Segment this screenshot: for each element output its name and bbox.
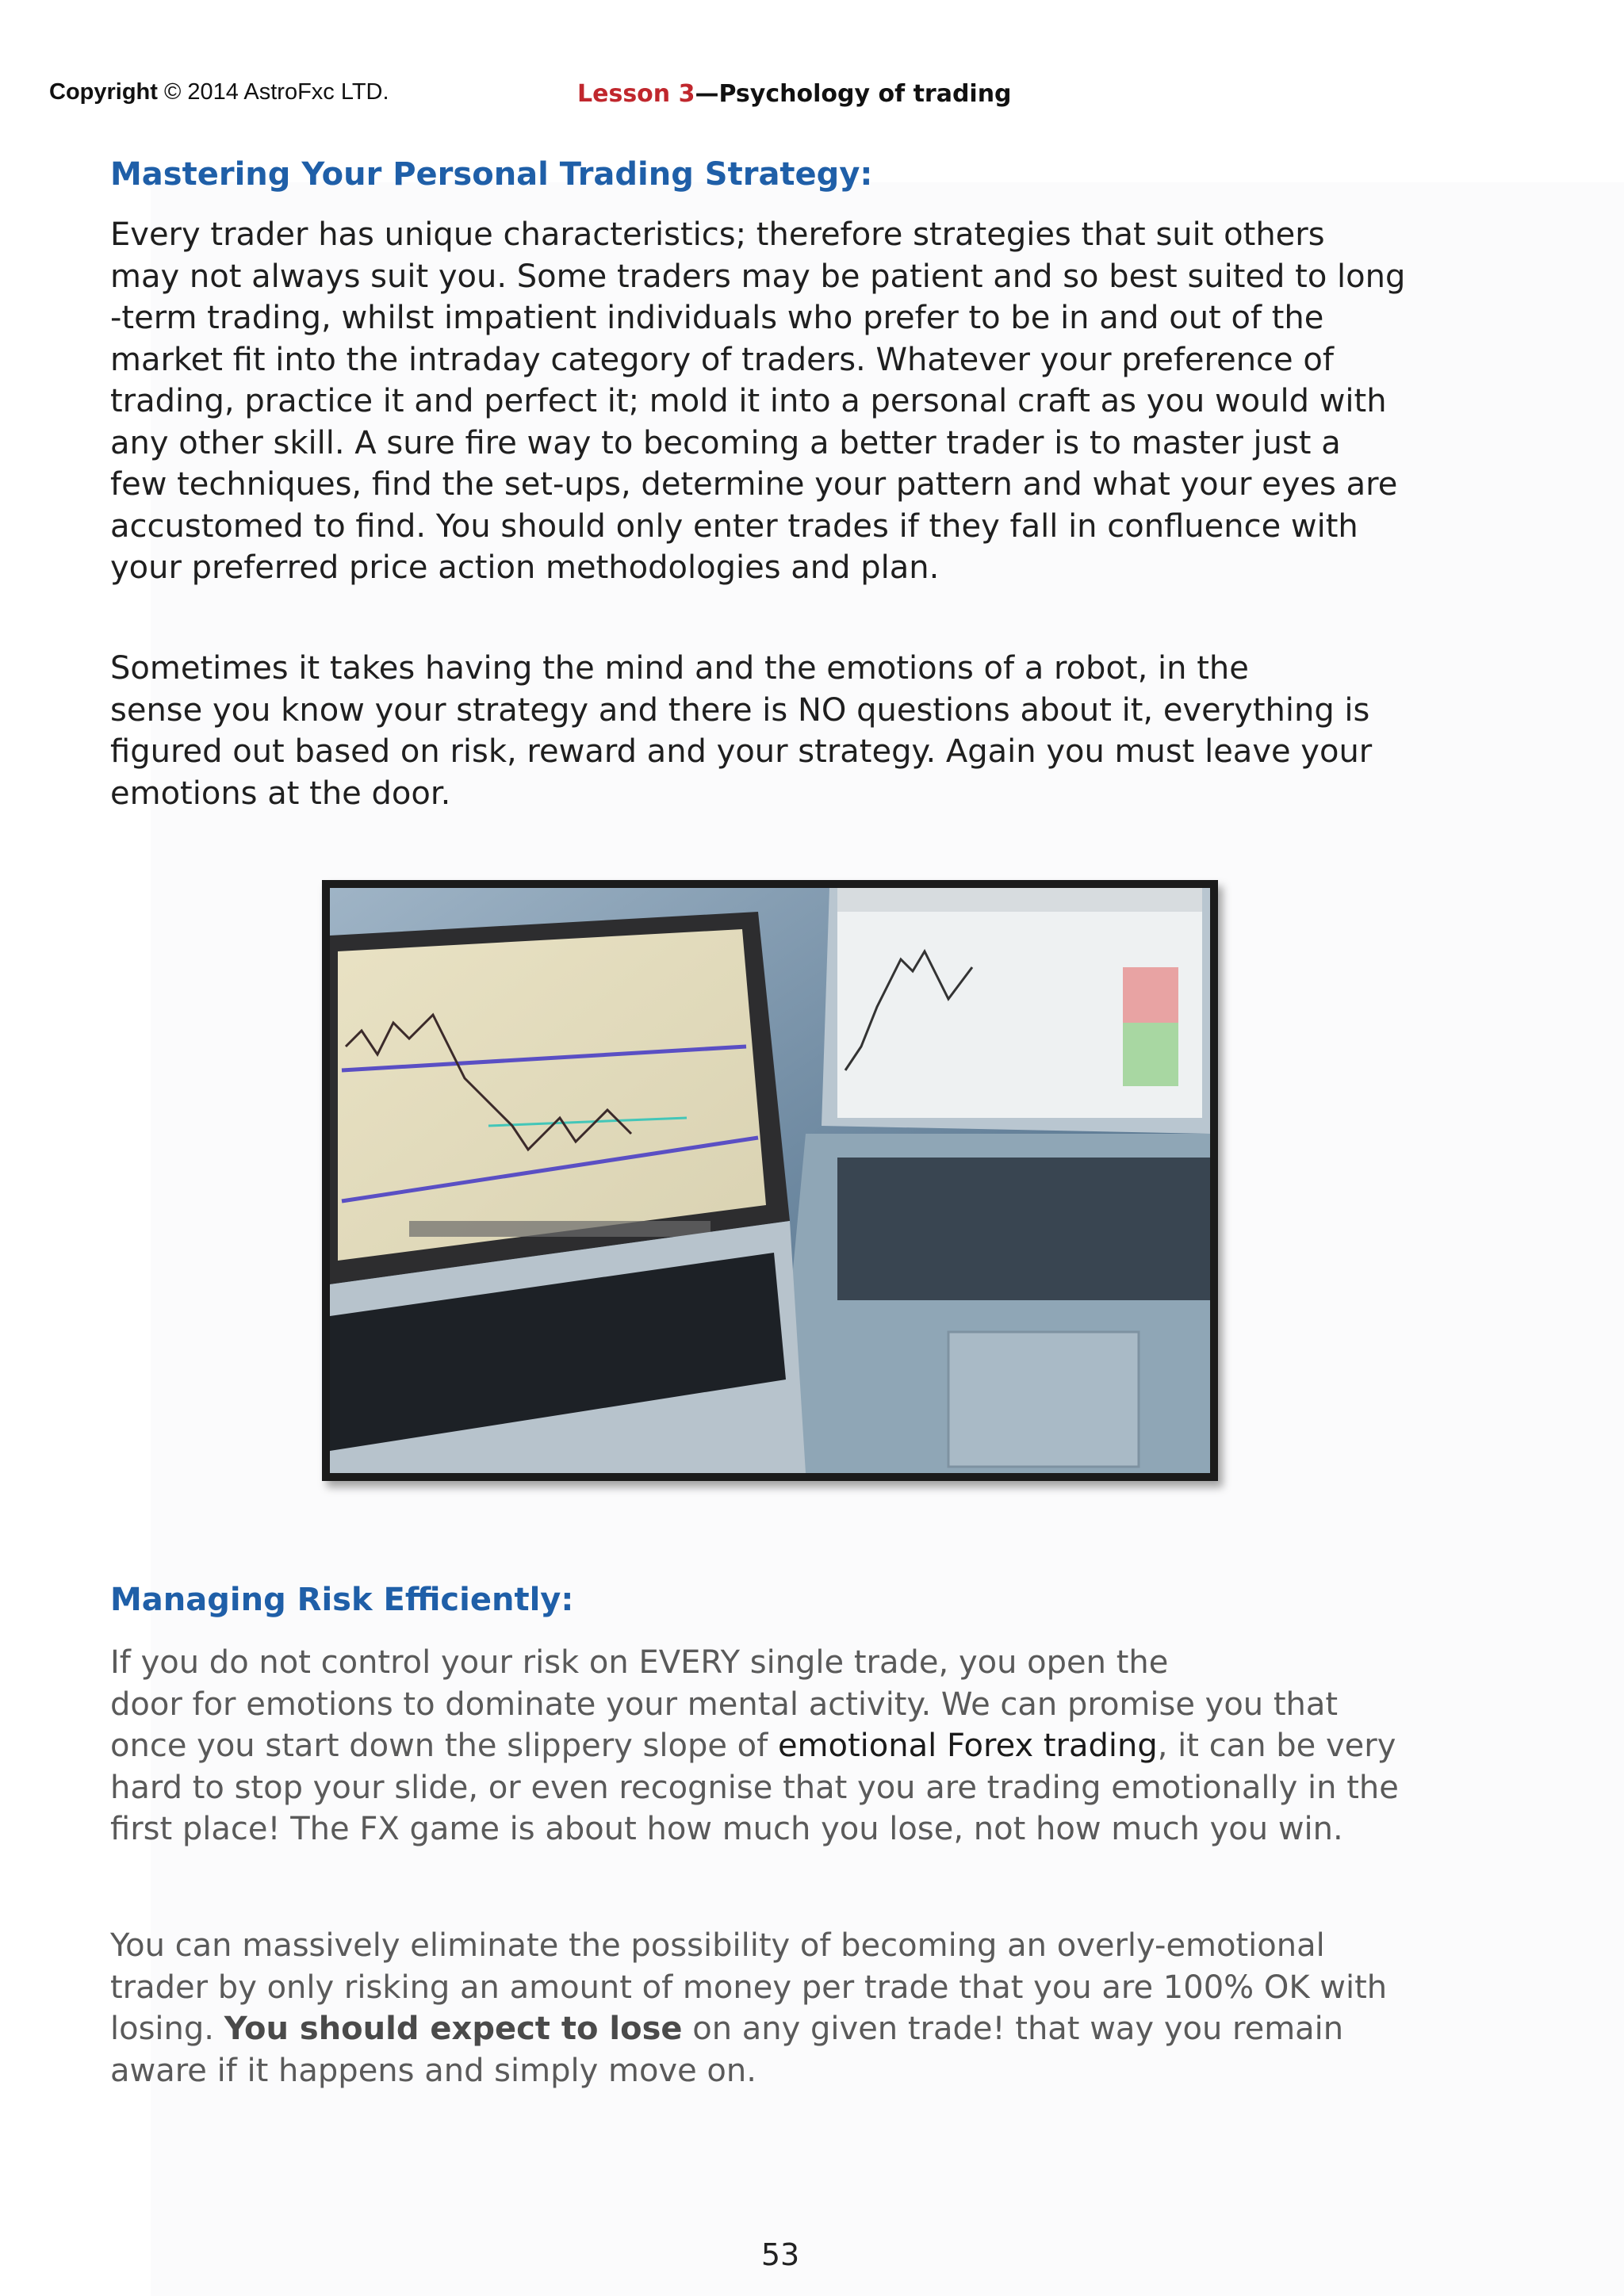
laptops-photo xyxy=(322,880,1218,1481)
paragraph-strategy-1: Every trader has unique characteristics; therefore strategies that suit others may not always suit you. Some traders may be patient and so best suited to long -term trading, whilst impatient individuals who prefer to be in and out of the market fit into the intraday category of traders. Whatever your preference of trading, practice it and perfect it; mold it into a personal craft as you would with any other skill. A sure fire way to becoming a better trader is to master just a few techniques, find the set-ups, determine your pattern and what your eyes are accustomed to find. You should only enter trades if they fall in confluence with your preferred price action methodologies and plan. xyxy=(110,216,1406,586)
paragraph-risk-2-end: on any given trade! that way you remain aware if it happens and simply move on. xyxy=(110,2011,1344,2089)
page-number: 53 xyxy=(760,2237,800,2272)
lesson-title: —Psychology of trading xyxy=(695,80,1012,108)
copyright-label: Copyright xyxy=(49,79,158,105)
lesson-number: Lesson 3 xyxy=(577,80,695,108)
paragraph-risk-1-end: , it can be very hard to stop your slide, or even recognise that you are trading emotionally in the first place! The FX game is about how much you lose, not how much you win. xyxy=(110,1728,1399,1847)
paragraph-risk-2-start: You can massively eliminate the possibility of becoming an overly-emotional trader by only risking an amount of money per trade that you are 100% OK with losing. xyxy=(110,1927,1388,2047)
paragraph-risk-1 xyxy=(110,1642,1474,1850)
paragraph-strategy-2: Sometimes it takes having the mind and the emotions of a robot, in the sense you know your strategy and there is NO questions about it, everything is figured out based on risk, reward and your strategy. Again you must leave your emotions at the door. xyxy=(110,650,1373,812)
laptops-illustration xyxy=(330,888,1210,1473)
copyright-header xyxy=(49,79,389,105)
paragraph-risk-1-start: If you do not control your risk on EVERY single trade, you open the door for emotions to dominate your mental activity. We can promise you that once you start down the slippery slope of xyxy=(110,1644,1339,1764)
paragraph-risk-2 xyxy=(110,1925,1474,2091)
section-heading-strategy: Mastering Your Personal Trading Strategy: xyxy=(110,156,873,193)
copyright-text: © 2014 AstroFxc LTD. xyxy=(157,79,389,105)
emphasis-expect-to-lose: You should expect to lose xyxy=(224,2011,683,2047)
section-heading-risk: Managing Risk Efficiently: xyxy=(110,1582,574,1618)
emotional-forex-link[interactable]: emotional Forex trading xyxy=(777,1728,1158,1764)
lesson-header xyxy=(577,80,1012,108)
